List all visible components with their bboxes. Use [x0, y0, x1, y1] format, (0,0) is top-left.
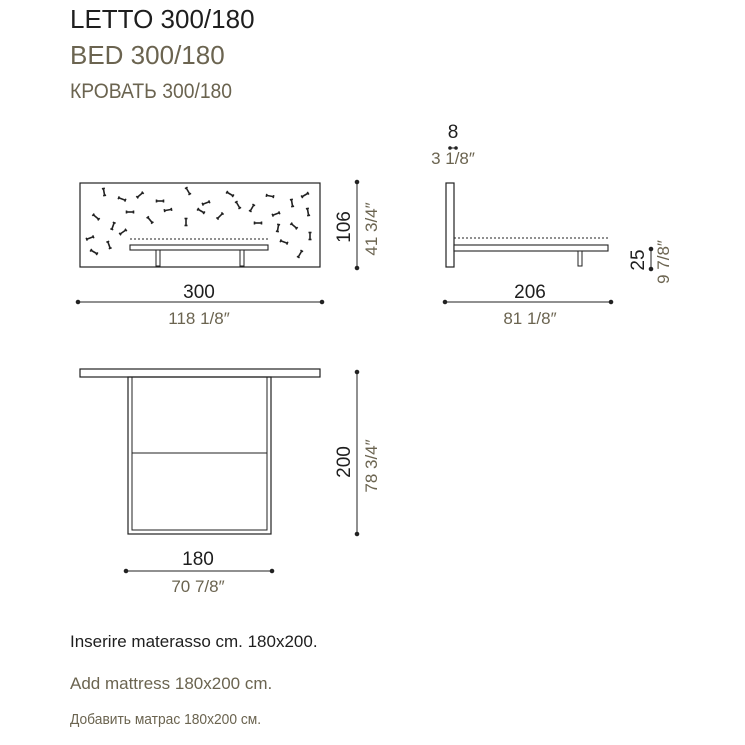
pattern-mark	[249, 204, 255, 212]
pattern-mark	[106, 241, 111, 249]
bed-frame-top	[128, 377, 271, 534]
top-width-cm: 180	[182, 549, 214, 570]
pattern-mark	[92, 214, 99, 221]
frame-height-dimension	[649, 247, 653, 271]
headboard-top	[80, 369, 320, 377]
pattern-mark	[102, 188, 106, 195]
top-length-in: 78 3/4″	[362, 439, 381, 493]
leg-right	[240, 250, 244, 266]
note-english: Add mattress 180x200 cm.	[70, 674, 273, 693]
pattern-mark	[309, 233, 312, 240]
pattern-mark	[197, 208, 205, 214]
pattern-mark	[226, 191, 234, 197]
top-width-in: 70 7/8″	[171, 577, 225, 596]
pattern-mark	[164, 208, 171, 212]
pattern-mark	[276, 224, 280, 231]
pattern-mark	[280, 239, 288, 244]
top-length-dimension	[355, 370, 359, 536]
pattern-mark	[157, 200, 164, 203]
title-english: BED 300/180	[70, 40, 225, 70]
side-length-in: 81 1/8″	[503, 309, 557, 328]
side-thickness-in: 3 1/8″	[431, 149, 475, 168]
pattern-mark	[301, 192, 309, 198]
front-height-in: 41 3/4″	[362, 202, 381, 256]
pattern-mark	[147, 216, 154, 223]
front-height-dimension	[355, 180, 359, 270]
top-length-cm: 200	[334, 446, 355, 478]
note-italian: Inserire materasso cm. 180x200.	[70, 632, 318, 651]
note-russian: Добавить матрас 180x200 см.	[70, 711, 262, 728]
title-russian: КРОВАТЬ 300/180	[70, 80, 233, 103]
pattern-mark	[90, 249, 98, 255]
pattern-mark	[136, 192, 143, 199]
pattern-mark	[290, 199, 294, 206]
bed-frame-side	[454, 245, 608, 251]
pattern-mark	[110, 222, 115, 230]
headboard-outline	[80, 183, 320, 267]
pattern-mark	[119, 229, 126, 235]
front-width-in: 118 1/8″	[168, 309, 230, 328]
pattern-mark	[127, 211, 134, 214]
pattern-mark	[297, 250, 303, 258]
front-view	[80, 183, 320, 267]
pattern-mark	[235, 201, 241, 209]
top-view	[80, 369, 320, 534]
pattern-mark	[86, 235, 94, 240]
headboard-side	[446, 183, 454, 267]
side-view	[446, 183, 608, 267]
side-length-cm: 206	[514, 282, 546, 303]
frame-height-in: 9 7/8″	[654, 240, 673, 284]
leg-left	[156, 250, 160, 266]
pattern-mark	[290, 223, 297, 230]
pattern-mark	[185, 187, 191, 195]
pattern-mark	[255, 222, 262, 225]
pattern-mark	[272, 211, 280, 216]
frame-height-cm: 25	[628, 249, 649, 271]
pattern-mark	[185, 219, 188, 226]
leg-side	[578, 251, 582, 266]
pattern-mark	[216, 212, 223, 219]
title-italian: LETTO 300/180	[70, 4, 255, 34]
front-height-cm: 106	[334, 211, 355, 243]
pattern-mark	[266, 194, 273, 198]
front-width-cm: 300	[183, 282, 215, 303]
side-thickness-cm: 8	[447, 122, 459, 143]
pattern-mark	[118, 196, 126, 201]
pattern-mark	[306, 208, 310, 215]
bed-frame-front	[130, 245, 268, 250]
pattern-mark	[202, 200, 210, 205]
